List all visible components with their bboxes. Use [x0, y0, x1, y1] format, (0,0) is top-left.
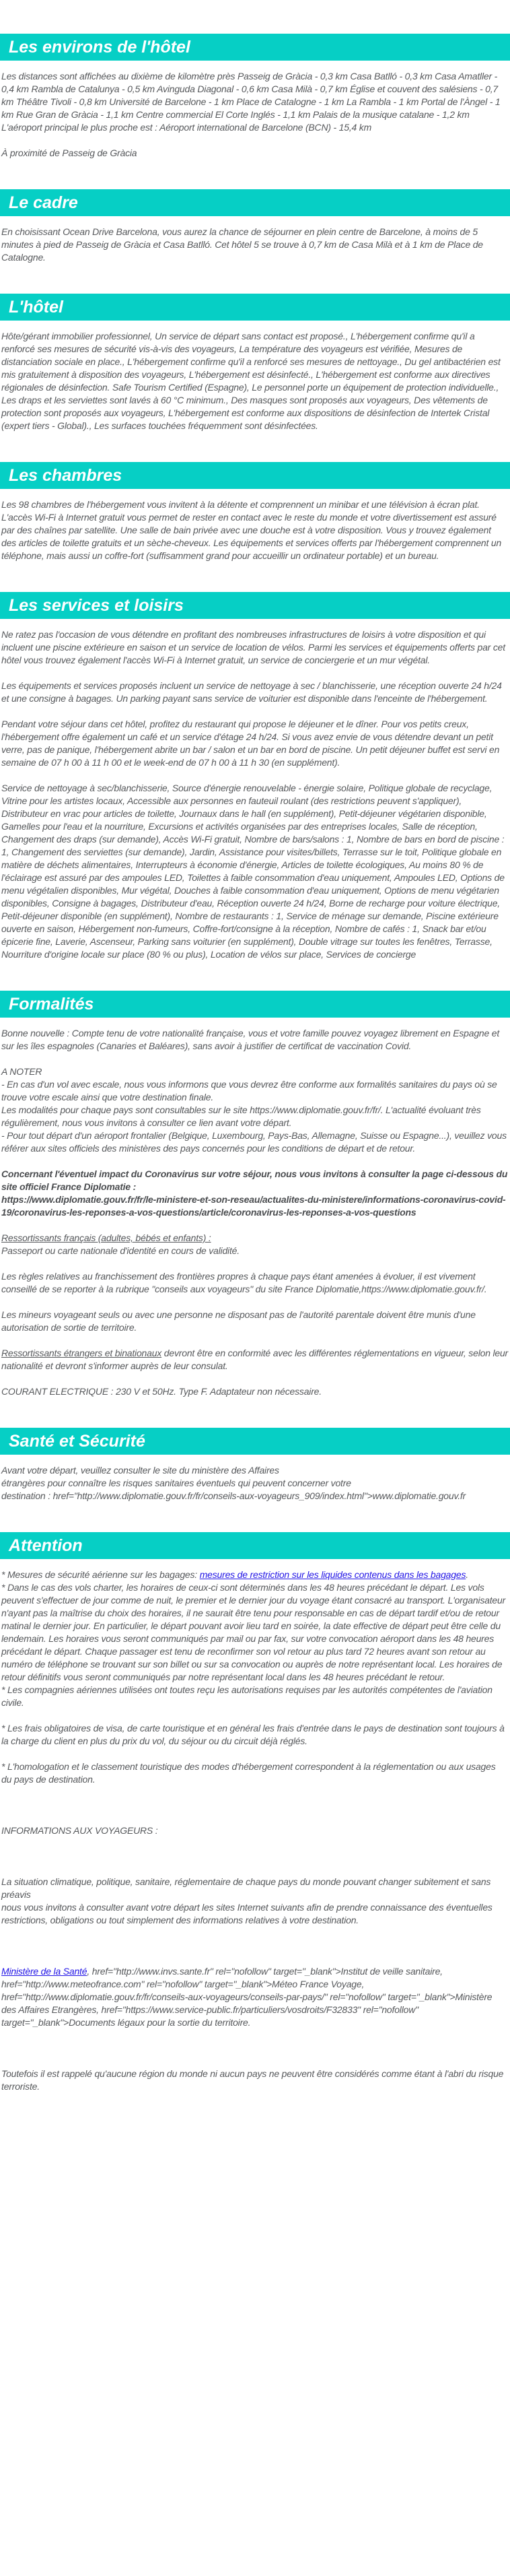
a-noter-item-escale: - En cas d'un vol avec escale, nous vous informons que vous devrez être conforme aux formalités sanitaires du pays où se trouve votre escale ainsi que votre destination finale.: [1, 1079, 497, 1102]
section-header-services: Les services et loisirs: [0, 592, 510, 619]
cadre-text: En choisissant Ocean Drive Barcelona, vous aurez la chance de séjourner en plein centre de Barcelone, à moins de 5 minutes à pied de Passeig de Gràcia et Casa Batlló. Cet hôtel 5 se trouve à 0,7 km de Casa Milà et à 1 km de Place de Catalogne.: [1, 226, 483, 263]
section-cadre: [0, 189, 510, 264]
charter-text: * Dans le cas des vols charter, les horaires de ceux-ci sont déterminés dans les 48 heures précédant le départ. Les vols peuvent s'effectuer de jour comme de nuit, le premier et le dernier jour du voyage étant consacré au transport. L'organisateur n'ayant pas la maîtrise du choix des horaires, il ne saurait être tenu pour responsable en cas de départ tardif et/ou de retour matinal le dernier jour. En particulier, le départ pouvant avoir lieu tard en soirée, la date effective de départ peut être celle du lendemain. Les horaires vous seront communiqués par mail ou par fax, sur votre convocation aéroport dans les 48 heures précédant le départ. Chaque passager est tenu de reconfirmer son vol retour au plus tard 72 heures avant son retour au numéro de téléphone se trouvant sur son billet ou sur sa convocation ou auprès de notre représentant local. Les horaires de retour définitifs vous seront communiqués par notre représentant local dans les 48 heures précédant le retour.: [1, 1582, 506, 1682]
section-environs: [0, 34, 510, 160]
formalites-mineurs-text: Les mineurs voyageant seuls ou avec une personne ne disposant pas de l'autorité parentale doivent être munis d'une autorisation de sortie de territoire.: [1, 1309, 476, 1333]
section-header-hotel: L'hôtel: [0, 294, 510, 321]
ressortissants-fr-label: Ressortissants français (adultes, bébés et enfants) :: [1, 1232, 211, 1243]
a-noter-item-frontalier: - Pour tout départ d'un aéroport frontalier (Belgique, Luxembourg, Pays-Bas, Allemagne, Suisse ou Espagne...), veuillez vous référer aux sites officiels des ministères des pays concernés pour les conditions de départ et de retour.: [1, 1130, 507, 1154]
section-chambres: [0, 462, 510, 562]
attention-bagages-line: [1, 1568, 508, 1581]
services-facilities-text: Les équipements et services proposés incluent un service de nettoyage à sec / blanchisserie, une réception ouverte 24 h/24 et une consigne à bagages. Un parking payant sans service de voiturier est disponible dans l'enceinte de l'hébergement.: [1, 680, 502, 704]
formalites-coronavirus-block: [1, 1168, 508, 1219]
situation-line-2: nous vous invitons à consulter avant votre départ les sites Internet suivants afin de prendre connaissance des éventuelles restrictions, obligations ou tout simplement des informations relatives à votre destination.: [1, 1902, 493, 1925]
section-formalites: [0, 991, 510, 1398]
situation-line-1: La situation climatique, politique, sanitaire, réglementaire de chaque pays du monde pouvant changer subitement et sans préavis: [1, 1876, 491, 1900]
services-amenities-list: Service de nettoyage à sec/blanchisserie, Source d'énergie renouvelable - énergie solaire, Politique globale de recyclage, Vitrine pour les artistes locaux, Accessible aux personnes en fauteuil roulant (des restrictions peuvent s'appliquer), Distributeur en vrac pour articles de toilette, Journaux dans le hall (en supplément), Petit-déjeuner végétarien disponible, Gamelles pour l'eau et la nourriture, Excursions et activités organisées par des entreprises locales, Salle de réception, Changement des draps (sur demande), Accès Wi-Fi gratuit, Nombre de bars/salons : 1, Nombre de bars en bord de piscine : 1, Changement des serviettes (sur demande), Jardin, Assistance pour visites/billets, Terrasse sur le toit, Politique globale en matière de déchets alimentaires, Interrupteurs à économie d'énergie, Articles de toilette écologiques, Au moins 80 % de l'éclairage est assuré par des ampoules LED, Toilettes à faible consommation d'eau uniquement, Ampoules LED, Options de menu végétalien disponibles, Mur végétal, Douches à faible consommation d'eau uniquement, Options de menu végétarien disponibles, Consigne à bagages, Distributeur d'eau, Réception ouverte 24 h/24, Borne de recharge pour voiture électrique, Petit-déjeuner disponible (en supplément), Nombre de restaurants : 1, Service de ménage sur demande, Piscine extérieure ouverte en saison, Hébergement non-fumeurs, Coffre-fort/consigne à la réception, Nombre de cafés : 1, Snack bar et/ou épicerie fine, Laverie, Ascenseur, Parking sans voiturier (en supplément), Double vitrage sur toutes les fenêtres, Terrasse, Nourriture d'origine locale sur place (80 % ou plus), Location de vélos sur place, Services de concierge: [1, 783, 505, 960]
formalites-courant-text: COURANT ELECTRIQUE : 230 V et 50Hz. Type F. Adaptateur non nécessaire.: [1, 1386, 322, 1397]
coronavirus-url-text: https://www.diplomatie.gouv.fr/fr/le-ministere-et-son-reseau/actualites-du-ministere/informations-coronavirus-covid-19/coronavirus-les-reponses-a-vos-questions/article/coronavirus-les-reponses-a-vos-questions: [1, 1194, 506, 1218]
hotel-text: Hôte/gérant immobilier professionnel, Un service de départ sans contact est proposé., L'hébergement confirme qu'il a renforcé ses mesures de sécurité vis-à-vis des voyageurs, La température des voyageurs est vérifiée, Mesures de distanciation sociale en place., L'hébergement confirme qu'il a renforcé ses mesures de nettoyage., Du gel antibactérien est mis gratuitement à disposition des voyageurs, L'hébergement est désinfecté., L'hébergement est conforme aux directives régionales de désinfection. Safe Tourism Certified (Espagne), Le personnel porte un équipement de protection individuelle., Les draps et les serviettes sont lavés à 60 °C minimum., Des masques sont proposés aux voyageurs, Des vêtements de protection sont proposés aux voyageurs, L'hébergement est conforme aux dispositions de désinfection de Intertek Cristal (expert tiers - Global)., Les surfaces touchées fréquemment sont désinfectées.: [1, 331, 501, 431]
sante-line-2: étrangères pour connaître les risques sanitaires éventuels qui peuvent concerner votre: [1, 1478, 351, 1488]
bagages-suffix-text: .: [466, 1569, 468, 1580]
section-header-formalites: Formalités: [0, 991, 510, 1018]
sante-line-3: destination : href="http://www.diplomatie.gouv.fr/fr/conseils-aux-voyageurs_909/index.html">www.diplomatie.gouv.fr: [1, 1490, 466, 1501]
liquides-restriction-link[interactable]: mesures de restriction sur les liquides contenus dans les bagages: [199, 1569, 466, 1580]
ressortissants-etrangers-text: devront être en conformité avec les différentes réglementations en vigueur, selon leur nationalité et devront s'informer auprès de leur consulat.: [1, 1348, 509, 1371]
section-header-attention: Attention: [0, 1532, 510, 1559]
compagnies-text: * Les compagnies aériennes utilisées ont toutes reçu les autorisations requises par les autorités compétentes de l'aviation civile.: [1, 1684, 493, 1708]
coronavirus-intro-text: Concernant l'éventuel impact du Coronavirus sur votre séjour, nous vous invitons à consulter la page ci-dessous du site officiel France Diplomatie :: [1, 1168, 508, 1192]
sante-line-1: Avant votre départ, veuillez consulter le site du ministère des Affaires: [1, 1465, 279, 1476]
attention-links-block: [1, 1965, 508, 2029]
attention-infos-voyageurs-label: INFORMATIONS AUX VOYAGEURS :: [1, 1825, 158, 1836]
ministere-sante-link[interactable]: Ministère de la Santé: [1, 1966, 87, 1977]
attention-frais-text: * Les frais obligatoires de visa, de carte touristique et en général les frais d'entrée dans le pays de destination sont toujours à la charge du client en plus du prix du vol, du séjour ou du circuit déjà réglés.: [1, 1723, 505, 1746]
formalites-ressortissants-fr-block: [1, 1232, 508, 1257]
a-noter-item-modalites: Les modalités pour chaque pays sont consultables sur le site https://www.diplomatie.gouv.fr/fr/. L'actualité évoluant très régulièrement, nous vous invitons à consulter ce lien avant votre départ.: [1, 1104, 481, 1128]
chambres-text: Les 98 chambres de l'hébergement vous invitent à la détente et comprennent un minibar et une télévision à écran plat. L'accès Wi-Fi à Internet gratuit vous permet de rester en contact avec le reste du monde et votre divertissement est assuré par des chaînes par satellite. Une salle de bain privée avec une douche est à votre disposition. Vous y trouvez également des articles de toilette gratuits et un sèche-cheveux. Les équipements et services offerts par l'hébergement comprennent un téléphone, mais aussi un coffre-fort (suffisamment grand pour accueillir un ordinateur portable) et un bureau.: [1, 499, 502, 561]
attention-situation-block: [1, 1876, 508, 1927]
environs-proximity-text: À proximité de Passeig de Gràcia: [1, 147, 137, 158]
section-header-environs: Les environs de l'hôtel: [0, 34, 510, 61]
sante-advisory-block: [1, 1464, 508, 1502]
formalites-bonne-nouvelle-text: Bonne nouvelle : Compte tenu de votre nationalité française, vous et votre famille pouvez voyagez librement en Espagne et sur les îles espagnoles (Canaries et Baléares), sans avoir à justifier de certificat de vaccination Covid.: [1, 1028, 500, 1051]
section-header-chambres: Les chambres: [0, 462, 510, 489]
bagages-prefix-text: * Mesures de sécurité aérienne sur les bagages:: [1, 1569, 200, 1580]
a-noter-title: A NOTER: [1, 1066, 42, 1077]
services-leisure-text: Ne ratez pas l'occasion de vous détendre en profitant des nombreuses infrastructures de loisirs à votre disposition et qui incluent une piscine extérieure en saison et un service de location de vélos. Parmi les services et équipements offerts par cet hôtel vous trouvez également l'accès Wi-Fi à Internet gratuit, un service de conciergerie et un mur végétal.: [1, 629, 505, 665]
section-hotel: [0, 294, 510, 432]
formalites-etrangers-block: [1, 1347, 508, 1373]
attention-terroriste-text: Toutefois il est rappelé qu'aucune région du monde ni aucun pays ne peuvent être considérés comme étant à l'abri du risque terroriste.: [1, 2068, 504, 2092]
attention-charter-block: [1, 1581, 508, 1709]
section-sante: [0, 1428, 510, 1502]
section-attention: [0, 1532, 510, 2093]
attention-homologation-text: * L'homologation et le classement touristique des modes d'hébergement correspondent à la réglementation ou aux usages du pays de destination.: [1, 1761, 496, 1785]
section-header-cadre: Le cadre: [0, 189, 510, 216]
ressortissants-fr-text: Passeport ou carte nationale d'identité en cours de validité.: [1, 1245, 240, 1256]
formalites-a-noter-block: [1, 1065, 508, 1155]
environs-distances-text: Les distances sont affichées au dixième de kilomètre près Passeig de Gràcia - 0,3 km Casa Batlló - 0,3 km Casa Amatller - 0,4 km Rambla de Catalunya - 0,5 km Avinguda Diagonal - 0,6 km Casa Milà - 0,7 km Église et couvent des salésiens - 0,7 km Théâtre Tivoli - 0,8 km Université de Barcelone - 1 km Place de Catalogne - 1 km La Rambla - 1 km Portal de l'Àngel - 1 km Rue Gran de Gràcia - 1,1 km Centre commercial El Corte Inglés - 1,1 km Palais de la musique catalane - 1,2 km L'aéroport principal le plus proche est : Aéroport international de Barcelone (BCN) - 15,4 km: [1, 71, 501, 133]
services-dining-text: Pendant votre séjour dans cet hôtel, profitez du restaurant qui propose le déjeuner et le dîner. Pour vos petits creux, l'hébergement offre également un café et un service d'étage 24 h/24. Si vous avez envie de vous détendre devant un petit verre, pas de panique, l'hébergement abrite un bar / salon et un bar en bord de piscine. Un petit déjeuner buffet est servi en semaine de 07 h 00 à 11 h 00 et le week-end de 07 h 00 à 11 h 30 (en supplément).: [1, 719, 500, 768]
section-header-sante: Santé et Sécurité: [0, 1428, 510, 1455]
formalites-regles-text: Les règles relatives au franchissement des frontières propres à chaque pays étant amenées à évoluer, il est vivement conseillé de se reporter à la rubrique "conseils aux voyageurs" du site France Diplomatie,https://www.diplomatie.gouv.fr/.: [1, 1271, 487, 1294]
other-links-text: , href="http://www.invs.sante.fr" rel="nofollow" target="_blank">Institut de veille sanitaire, href="http://www.meteofrance.com" rel="nofollow" target="_blank">Méteo France Voyage, href="http://www.diplomatie.gouv.fr/fr/conseils-aux-voyageurs/conseils-par-pays/" rel="nofollow" target="_blank">Ministère des Affaires Etrangères, href="https://www.service-public.fr/particuliers/vosdroits/F32833" rel="nofollow" target="_blank">Documents légaux pour la sortie du territoire.: [1, 1966, 493, 2028]
section-services: [0, 592, 510, 961]
ressortissants-etrangers-label: Ressortissants étrangers et binationaux: [1, 1348, 162, 1358]
